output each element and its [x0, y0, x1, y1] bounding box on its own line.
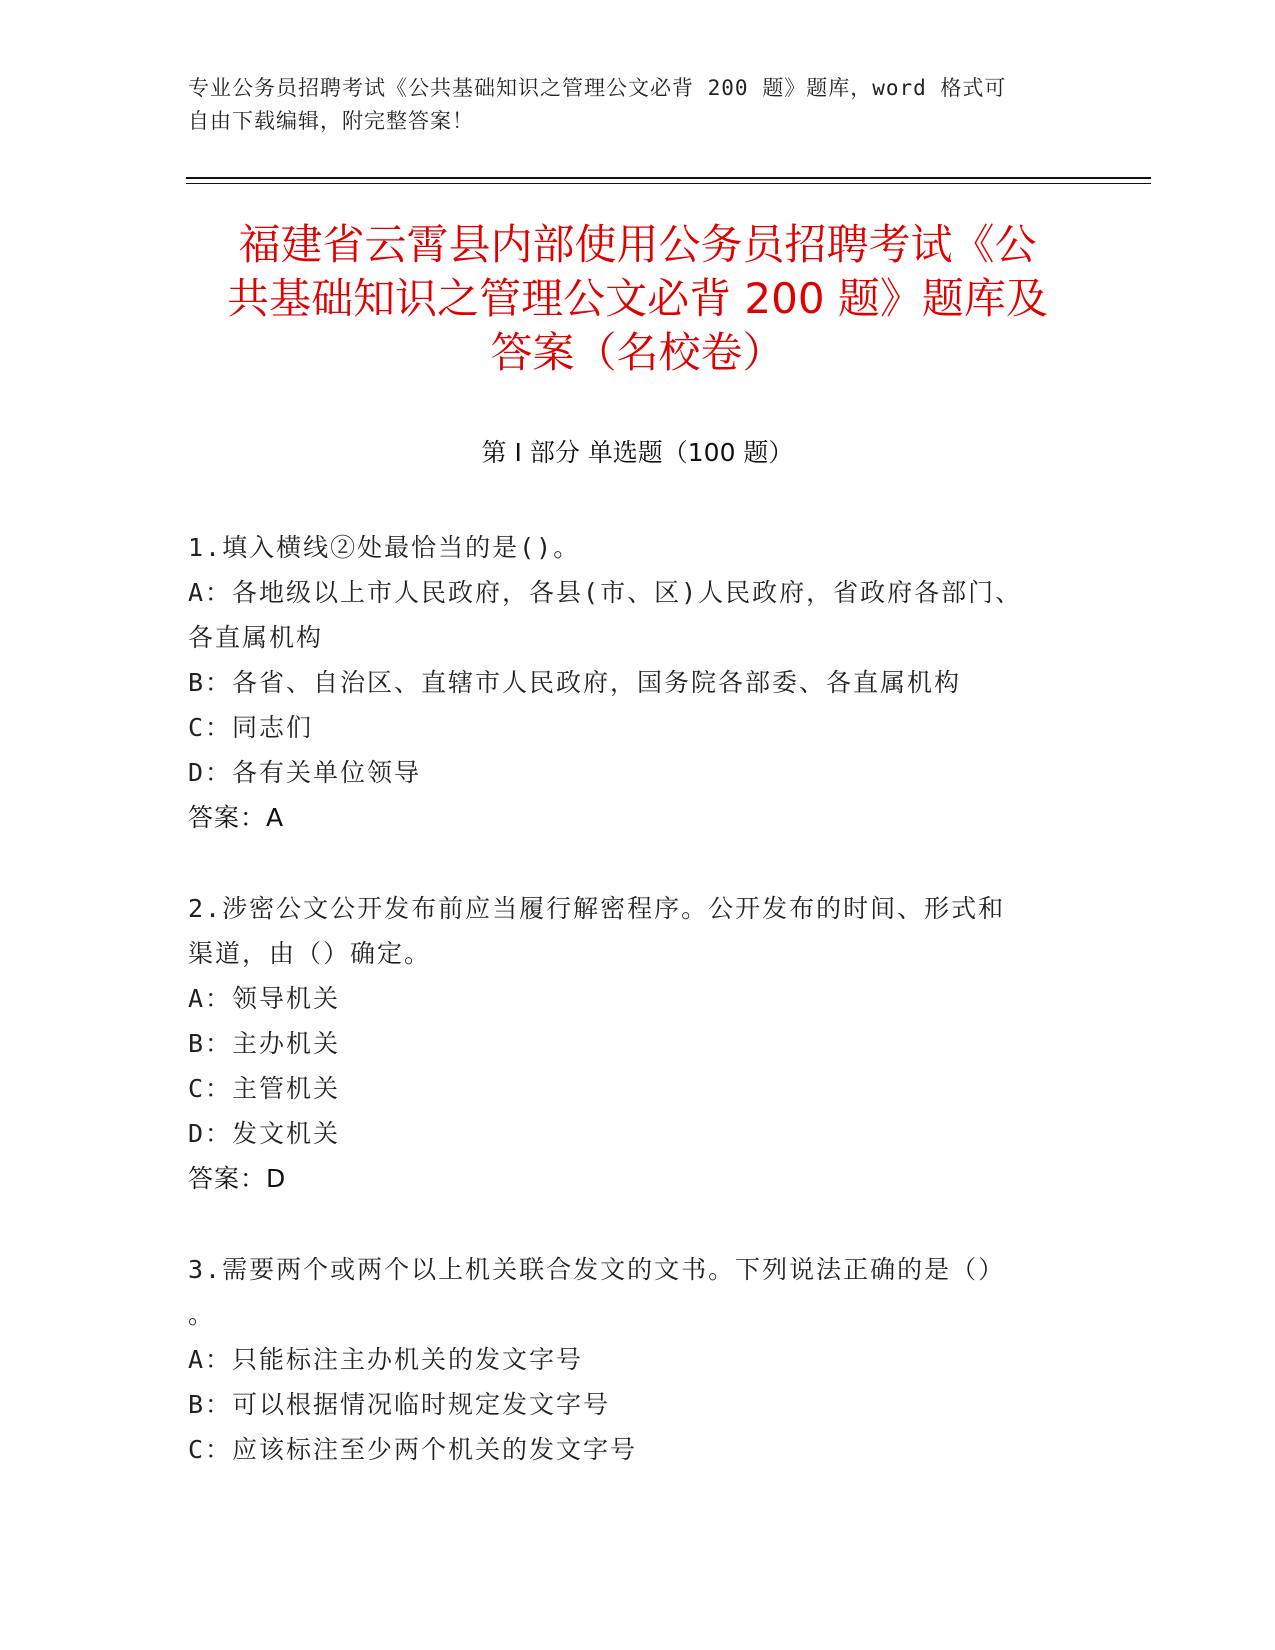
option-a: A：只能标注主办机关的发文字号: [188, 1345, 584, 1374]
question-stem-continued: 渠道，由（）确定。: [188, 939, 432, 968]
option-a-continued: 各直属机构: [188, 623, 324, 652]
question-list: [188, 525, 1068, 1518]
header-note-line-2: 自由下载编辑，附完整答案！: [188, 109, 474, 133]
header-note-line-1: 专业公务员招聘考试《公共基础知识之管理公文必背 200 题》题库，word 格式可: [188, 76, 1007, 100]
document-title-line-3: 答案（名校卷）: [490, 328, 785, 377]
option-b: B：各省、自治区、直辖市人民政府，国务院各部委、各直属机构: [188, 668, 962, 697]
header-note: [188, 72, 1088, 138]
question-stem: 2.涉密公文公开发布前应当履行解密程序。公开发布的时间、形式和: [188, 894, 1006, 923]
header-divider-thin: [186, 183, 1151, 184]
option-a: A：各地级以上市人民政府，各县(市、区)人民政府，省政府各部门、: [188, 578, 1023, 607]
option-b: B：可以根据情况临时规定发文字号: [188, 1390, 611, 1419]
document-title-line-1: 福建省云霄县内部使用公务员招聘考试《公: [238, 220, 1037, 269]
answer: 答案：D: [188, 1164, 287, 1193]
option-c: C：同志们: [188, 713, 314, 742]
document-title-line-2: 共基础知识之管理公文必背 200 题》题库及: [227, 274, 1048, 323]
document-title: [150, 218, 1125, 380]
option-c: C：应该标注至少两个机关的发文字号: [188, 1435, 638, 1464]
question-stem-continued: 。: [188, 1300, 216, 1329]
question-2: [188, 886, 1068, 1201]
answer: 答案：A: [188, 803, 285, 832]
question-1: [188, 525, 1068, 840]
option-d: D：各有关单位领导: [188, 758, 422, 787]
question-stem: 1.填入横线②处最恰当的是()。: [188, 533, 581, 562]
question-3: [188, 1247, 1068, 1472]
header-divider-thick: [186, 177, 1151, 179]
option-d: D：发文机关: [188, 1119, 341, 1148]
option-a: A：领导机关: [188, 984, 341, 1013]
section-title: 第 I 部分 单选题（100 题）: [481, 438, 794, 467]
option-b: B：主办机关: [188, 1029, 341, 1058]
option-c: C：主管机关: [188, 1074, 341, 1103]
question-stem: 3.需要两个或两个以上机关联合发文的文书。下列说法正确的是（）: [188, 1255, 1006, 1284]
